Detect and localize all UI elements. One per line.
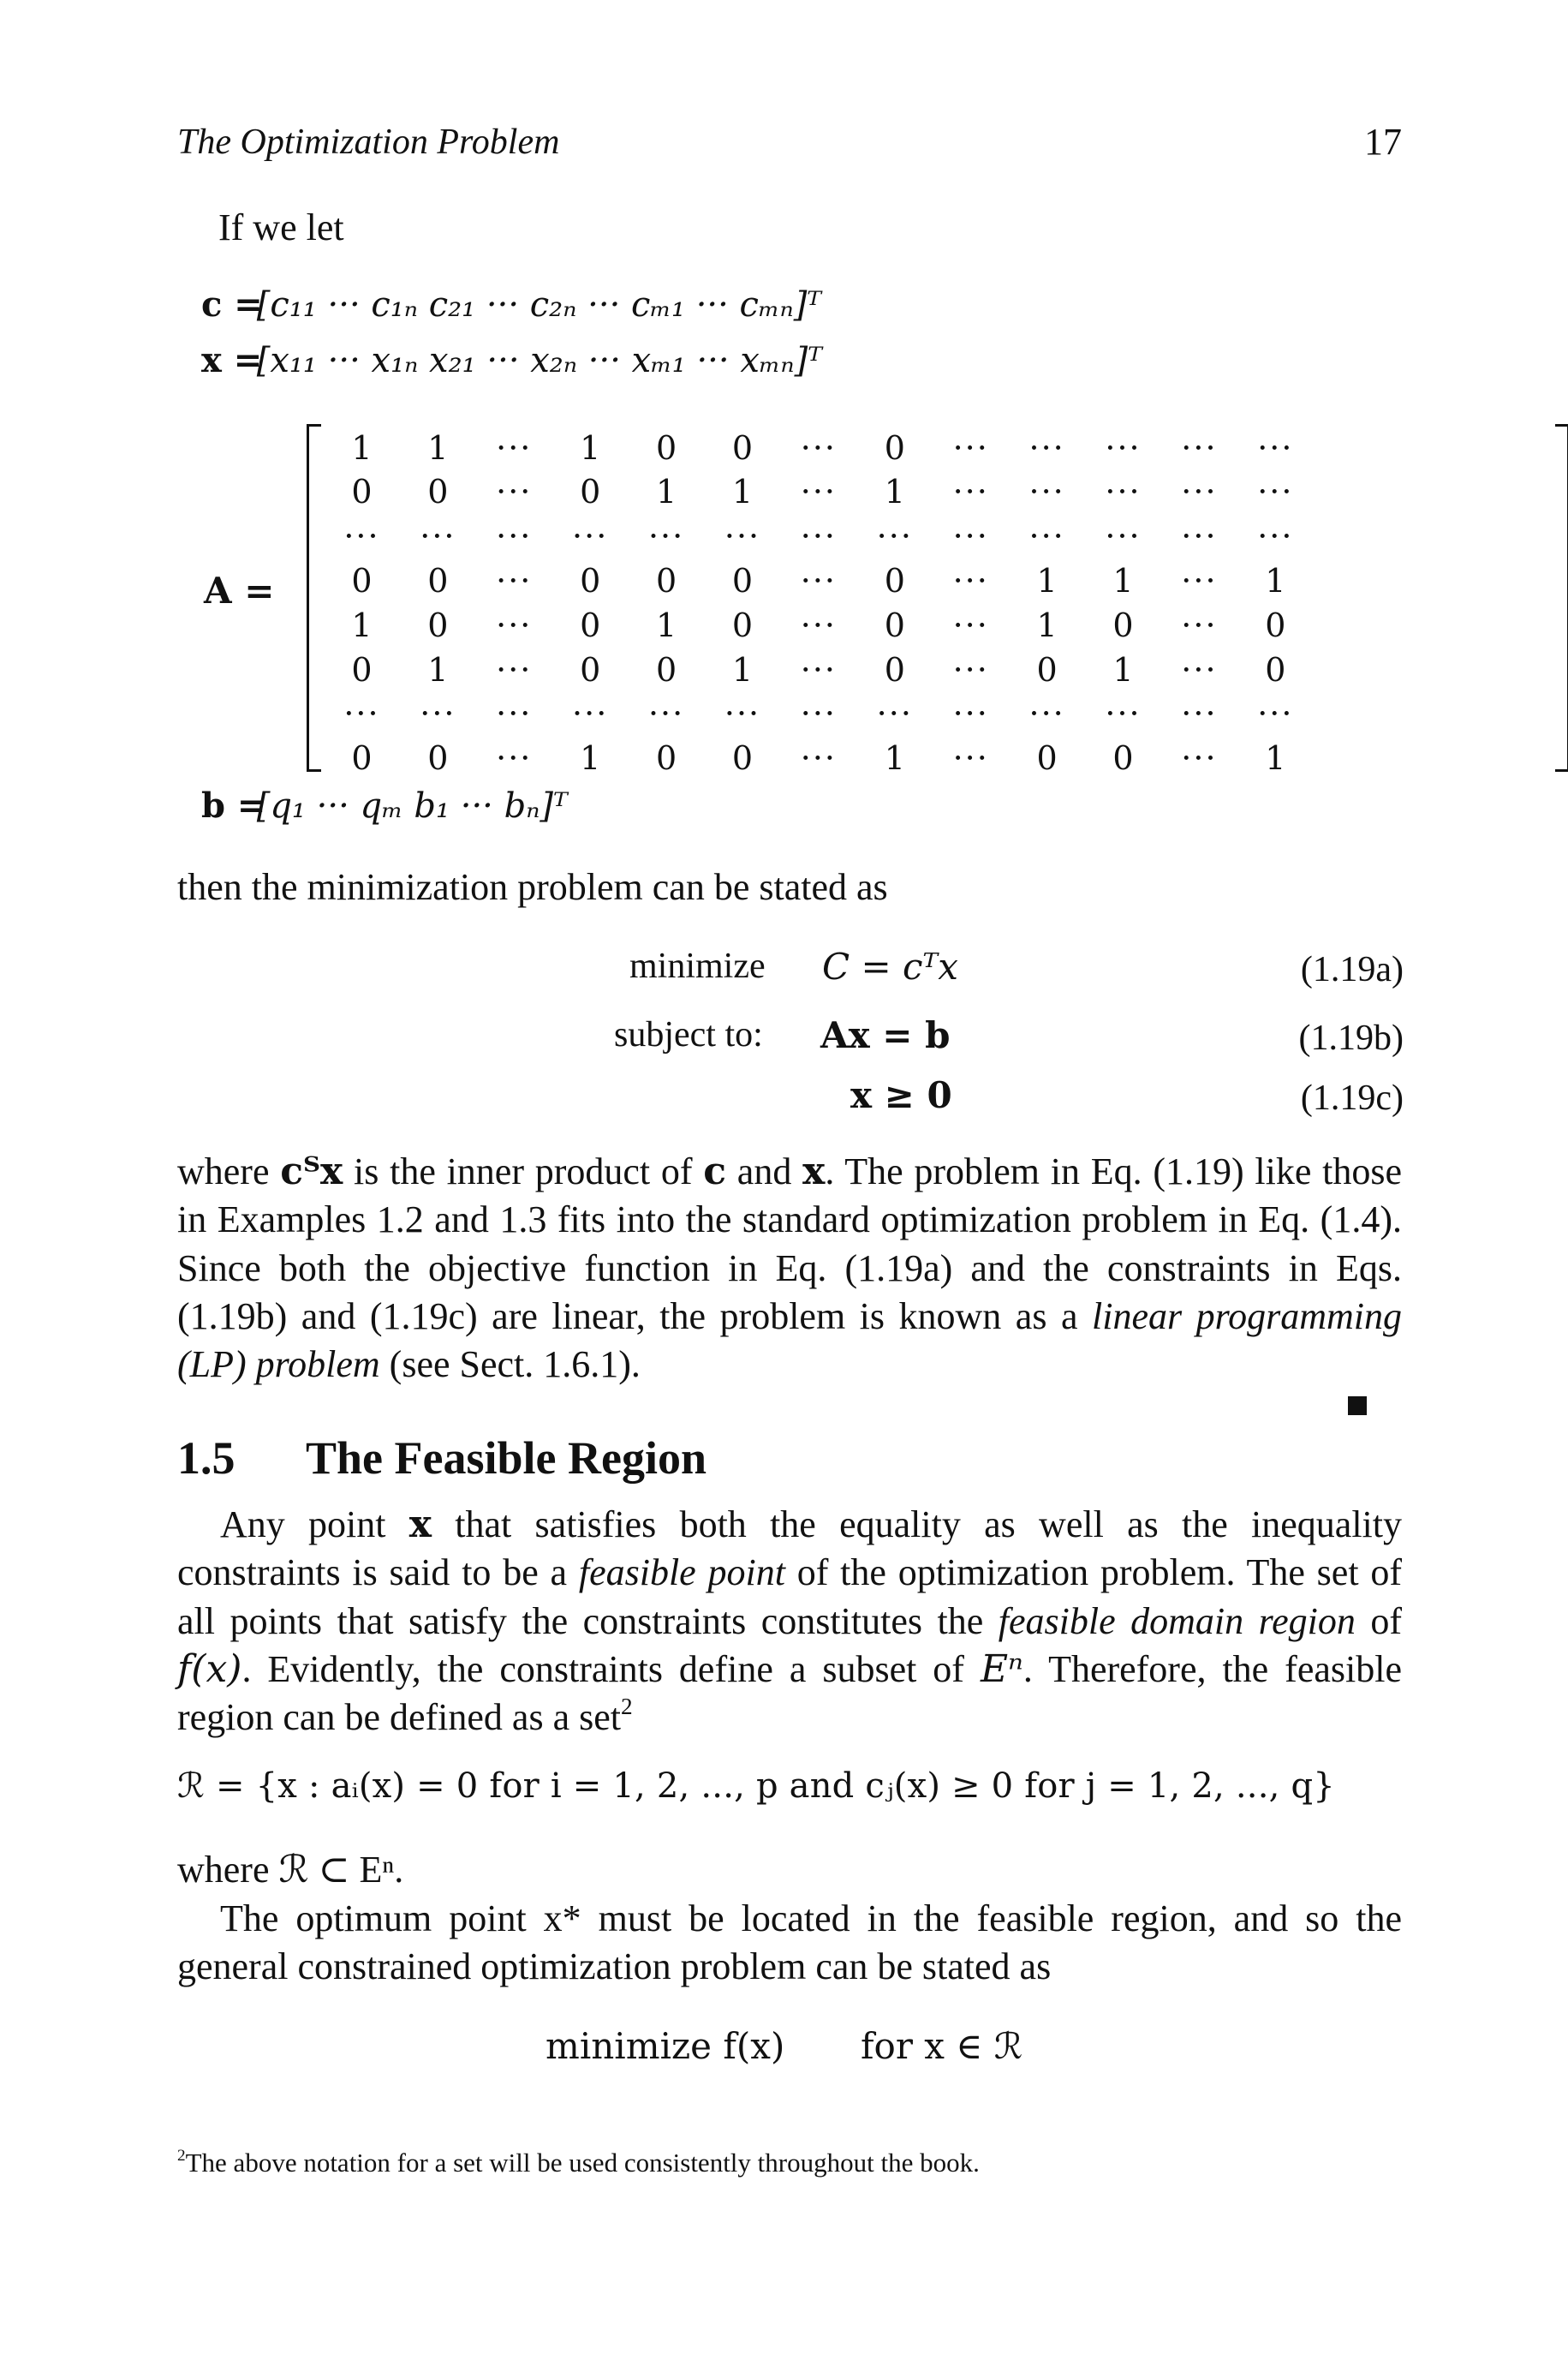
matrix-cell: ··· [952,561,989,600]
matrix-cell: 1 [580,428,601,467]
matrix-cell: 0 [1112,606,1134,644]
feasible-set-definition: ℛ = {x : aᵢ(x) = 0 for i = 1, 2, ..., p and cⱼ(x) ≥ 0 for j = 1, 2, ..., q} [177,1766,1335,1806]
matrix-cell: ··· [724,517,761,556]
where-subset-line: where ℛ ⊂ Eⁿ. [177,1849,404,1891]
matrix-cell: ··· [1105,473,1142,511]
matrix-cell: 1 [731,650,754,689]
matrix-cell: 0 [1036,650,1058,689]
text-run: where [177,1150,281,1192]
lp-explanation-paragraph [177,1148,1402,1389]
equation-number-1-19a: (1.19a) [1300,950,1404,989]
matrix-cell: ··· [1257,517,1294,556]
matrix-cell: 0 [1036,739,1058,778]
matrix-cell: ··· [800,517,838,556]
matrix-cell: 1 [884,473,905,511]
matrix-cell: ··· [496,606,533,644]
matrix-cell: 0 [731,561,754,600]
matrix-cell: 1 [655,606,677,644]
matrix-cell: ··· [420,517,456,556]
matrix-cell: 0 [655,650,677,689]
matrix-cell: 0 [655,561,677,600]
inline-math-fx: f(x) [177,1646,242,1691]
optimum-point-paragraph: The optimum point x* must be located in the feasible region, and so the general constrained optimization problem can be stated as [177,1897,1402,1988]
constraint-label: subject to: [614,1015,763,1055]
matrix-cell [1314,426,1386,470]
matrix-cell: ··· [572,517,609,556]
matrix-cell: ··· [343,695,380,733]
matrix-cell: ··· [952,606,989,644]
matrix-row [324,648,1386,692]
matrix-cell [1314,559,1386,603]
vector-b-content: [q₁ ··· qₘ b₁ ··· bₙ]ᵀ [256,786,568,826]
matrix-cell: 0 [884,561,905,600]
inline-math-en: Eⁿ [980,1646,1023,1691]
matrix-cell: 1 [351,606,373,644]
intro-text: If we let [218,206,344,248]
general-problem-objective: minimize f(x) [546,2025,785,2067]
equality-constraint: Ax = b [820,1014,951,1056]
footnote [177,2146,980,2180]
matrix-cell: 0 [351,650,373,689]
text-run: of [1355,1599,1403,1642]
matrix-cell: ··· [724,695,761,733]
matrix-cell: 1 [1265,561,1286,600]
matrix-cell: 0 [731,606,754,644]
matrix-cell: ··· [952,695,989,733]
nonnegativity-constraint: x ≥ 0 [850,1074,952,1116]
matrix-cell: 1 [731,473,754,511]
text-run: is the inner product of [343,1150,704,1192]
section-number: 1.5 [177,1432,235,1484]
matrix-cell: 0 [427,561,449,600]
vector-x-label: x = [201,340,263,380]
matrix-cell: 1 [655,473,677,511]
matrix-cell: 0 [427,606,449,644]
matrix-cell: ··· [876,695,913,733]
matrix-cell: ··· [496,650,533,689]
matrix-entries [324,426,1386,780]
matrix-cell: 1 [351,428,373,467]
matrix-cell: 0 [1265,606,1286,644]
footnote-text: The above notation for a set will be used consistently throughout the book. [185,2148,980,2178]
matrix-cell: ··· [800,650,838,689]
text-run: that satisfies both the equality as well as the inequality constraints is said to be a [177,1503,1402,1594]
matrix-cell: ··· [496,695,533,733]
matrix-cell: ··· [1028,473,1065,511]
matrix-cell: 0 [427,739,449,778]
matrix-cell: ··· [1181,561,1218,600]
inline-math-ctx: cᵀx [280,1150,343,1193]
matrix-cell: 0 [580,606,601,644]
matrix-cell: ··· [1181,739,1218,778]
matrix-cell: 0 [1112,739,1134,778]
matrix-cell: 0 [580,650,601,689]
emphasis-feasible-domain-region: feasible domain region [998,1599,1356,1642]
matrix-row [324,603,1386,648]
text-run: (see Sect. 1.6.1). [379,1343,641,1386]
matrix-cell: 0 [884,428,905,467]
matrix-cell: ··· [800,695,838,733]
matrix-row [324,515,1386,559]
matrix-cell: ··· [1257,695,1294,733]
matrix-cell: ··· [496,517,533,556]
vector-b-label: b = [201,786,266,826]
page-number: 17 [1364,121,1402,163]
footnote-reference: 2 [621,1693,633,1719]
matrix-cell: 1 [1265,739,1286,778]
equation-number-1-19b: (1.19b) [1298,1019,1404,1058]
matrix-cell [1314,603,1386,648]
feasible-region-paragraph [177,1501,1402,1742]
matrix-cell: 0 [580,473,601,511]
matrix-cell: ··· [1181,650,1218,689]
matrix-cell: ··· [1181,517,1218,556]
end-of-example-square [1348,1396,1367,1415]
matrix-cell: ··· [800,428,838,467]
matrix-cell: ··· [647,695,685,733]
matrix-cell: ··· [1028,428,1065,467]
objective-expression: C = cᵀx [822,946,958,988]
matrix-cell: 0 [351,473,373,511]
text-run: . Evidently, the constraints define a subset of [241,1647,981,1690]
matrix-A [204,424,1386,778]
matrix-row [324,737,1386,781]
matrix-cell: ··· [1181,695,1218,733]
matrix-cell: ··· [343,517,380,556]
vector-b-definition [201,784,568,828]
matrix-cell: ··· [496,561,533,600]
section-title: The Feasible Region [306,1432,706,1484]
matrix-cell: ··· [1028,517,1065,556]
matrix-cell: 1 [1036,606,1058,644]
section-heading [177,1429,706,1488]
equation-number-1-19c: (1.19c) [1300,1078,1404,1118]
matrix-cell: 1 [1112,561,1134,600]
matrix-cell [1314,692,1386,737]
footnote-mark: 2 [177,2146,186,2165]
matrix-cell: ··· [800,561,838,600]
matrix-right-bracket [1555,424,1568,772]
matrix-cell: 0 [351,561,373,600]
text-run: of the optimization problem. The set of all points that satisfy the constraints constitutes the [177,1551,1402,1642]
matrix-cell [1314,470,1386,515]
matrix-cell: ··· [647,517,685,556]
matrix-cell [1314,515,1386,559]
matrix-cell: ··· [800,739,838,778]
matrix-cell: ··· [800,606,838,644]
matrix-cell: 0 [884,650,905,689]
matrix-cell [1314,648,1386,692]
matrix-left-bracket [307,424,321,772]
text-run: and [726,1150,803,1192]
matrix-cell: ··· [1105,428,1142,467]
text-run: Any point [220,1503,409,1545]
emphasis-lp-problem: linear programming (LP) problem [177,1294,1402,1386]
matrix-cell: ··· [952,473,989,511]
matrix-row [324,692,1386,737]
matrix-cell: 1 [884,739,905,778]
matrix-cell: 0 [731,739,754,778]
vector-x-definition [201,338,822,383]
matrix-cell: ··· [1105,517,1142,556]
matrix-cell: 1 [1112,650,1134,689]
running-title: The Optimization Problem [177,122,560,162]
matrix-cell: ··· [952,739,989,778]
matrix-cell: 1 [427,428,449,467]
matrix-cell: ··· [420,695,456,733]
matrix-cell: ··· [952,650,989,689]
matrix-cell: 1 [1036,561,1058,600]
matrix-cell: 1 [427,650,449,689]
matrix-cell: ··· [496,428,533,467]
matrix-row [324,470,1386,515]
then-text: then the minimization problem can be stated as [177,866,888,908]
inline-math-x: x [802,1150,826,1193]
matrix-label: A = [204,570,275,612]
matrix-cell: ··· [496,739,533,778]
matrix-cell: ··· [496,473,533,511]
text-run: . The problem in Eq. (1.19) like those in Examples 1.2 and 1.3 fits into the standard optimization problem in Eq. (1.4). Since both the objective function in Eq. (1.19a) and the constraints in Eqs. (1.19b) and (1.19c) are linear, the problem is known as a [177,1150,1402,1337]
matrix-cell: 1 [580,739,601,778]
matrix-cell [1314,737,1386,781]
matrix-cell: ··· [876,517,913,556]
objective-label: minimize [629,947,766,986]
matrix-cell: 0 [1265,650,1286,689]
matrix-cell: ··· [1105,695,1142,733]
vector-x-content: [x₁₁ ··· x₁ₙ x₂₁ ··· x₂ₙ ··· xₘ₁ ··· xₘₙ]ᵀ [256,341,823,380]
matrix-cell: ··· [1257,473,1294,511]
matrix-cell: ··· [952,428,989,467]
matrix-cell: 0 [351,739,373,778]
matrix-cell: 0 [884,606,905,644]
matrix-cell: ··· [1181,473,1218,511]
matrix-cell: ··· [1181,428,1218,467]
matrix-cell: 0 [427,473,449,511]
matrix-cell: ··· [1257,428,1294,467]
vector-c-definition [201,283,821,327]
text-run: . Therefore, the feasible region can be defined as a set [177,1647,1402,1739]
matrix-cell: 0 [655,428,677,467]
general-problem-domain: for x ∈ ℛ [861,2025,1023,2067]
matrix-cell: ··· [800,473,838,511]
inline-math-x: x [408,1503,432,1546]
matrix-cell: ··· [952,517,989,556]
matrix-cell: ··· [572,695,609,733]
matrix-cell: 0 [580,561,601,600]
vector-c-label: c = [201,284,263,325]
matrix-row [324,559,1386,603]
inline-math-c: c [703,1150,727,1193]
matrix-cell: ··· [1028,695,1065,733]
vector-c-content: [c₁₁ ··· c₁ₙ c₂₁ ··· c₂ₙ ··· cₘ₁ ··· cₘₙ]ᵀ [256,285,822,325]
matrix-row [324,426,1386,470]
matrix-cell: 0 [655,739,677,778]
matrix-cell: ··· [1181,606,1218,644]
matrix-cell: 0 [731,428,754,467]
emphasis-feasible-point: feasible point [578,1551,785,1594]
